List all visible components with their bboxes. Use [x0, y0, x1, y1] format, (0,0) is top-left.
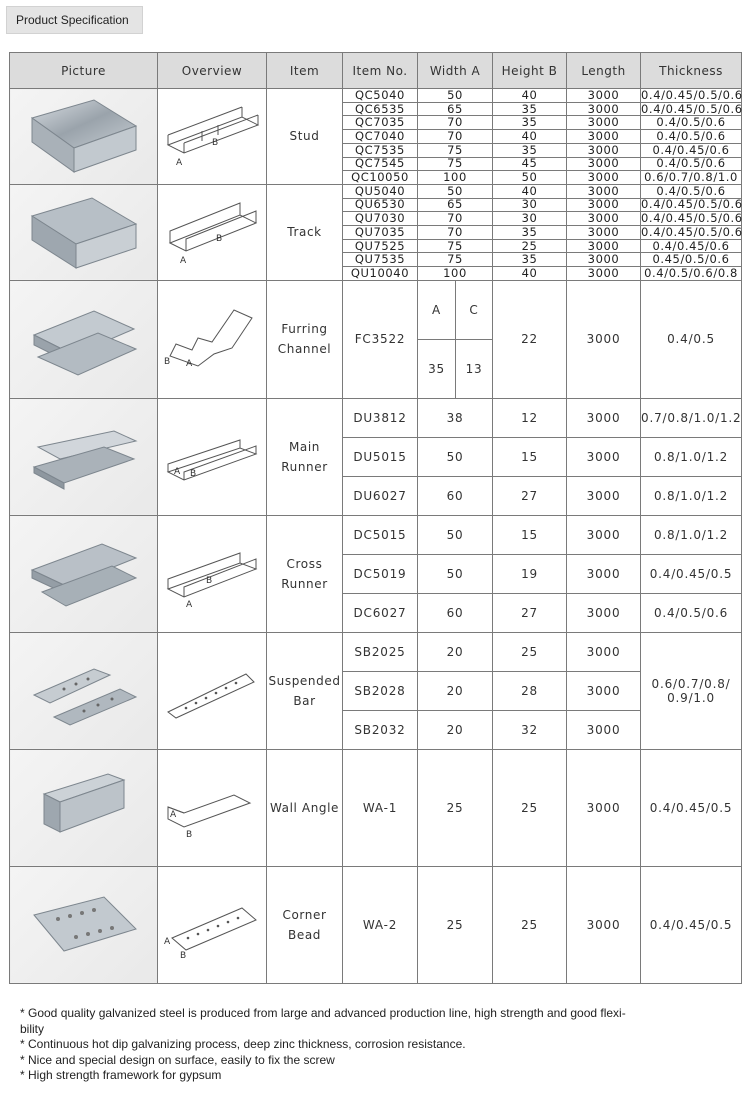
- table-row: [10, 749, 742, 866]
- width-a: 75: [418, 157, 493, 171]
- table-row: [10, 632, 742, 671]
- length: 3000: [567, 710, 641, 749]
- width-a: 60: [418, 476, 493, 515]
- thickness: 0.4/0.5/0.6: [641, 130, 742, 144]
- item-no: QC7040: [343, 130, 418, 144]
- width-c: 13: [456, 339, 493, 398]
- length: 3000: [567, 267, 641, 281]
- table-row: [10, 515, 742, 554]
- width-a: 75: [418, 239, 493, 253]
- length: 3000: [567, 89, 641, 103]
- width-a: 60: [418, 593, 493, 632]
- length: 3000: [567, 632, 641, 671]
- thickness: 0.4/0.5: [641, 280, 742, 398]
- thickness: 0.8/1.0/1.2: [641, 515, 742, 554]
- wall-angle-diagram: [158, 749, 267, 866]
- thickness: 0.6/0.7/0.8/ 0.9/1.0: [641, 632, 742, 749]
- diagram-label-b: B: [180, 950, 187, 960]
- thickness: 0.45/0.5/0.6: [641, 253, 742, 267]
- item-no: DU3812: [343, 398, 418, 437]
- length: 3000: [567, 515, 641, 554]
- height-b: 32: [493, 710, 567, 749]
- length: 3000: [567, 157, 641, 171]
- height-b: 19: [493, 554, 567, 593]
- height-b: 40: [493, 130, 567, 144]
- diagram-label-b: B: [216, 234, 223, 245]
- width-a: 75: [418, 253, 493, 267]
- length: 3000: [567, 437, 641, 476]
- table-row: [10, 398, 742, 437]
- thickness: 0.4/0.45/0.5/0.6: [641, 211, 743, 226]
- cross-runner-photo: [10, 515, 158, 632]
- thickness: 0.4/0.45/0.5/0.6: [641, 87, 743, 102]
- width-a: 50: [418, 515, 493, 554]
- header-item-no: Item No.: [343, 53, 418, 89]
- height-b: 25: [493, 866, 567, 983]
- height-b: 35: [493, 226, 567, 240]
- height-b: 35: [493, 116, 567, 130]
- thickness: 0.4/0.45/0.5/0.6: [641, 197, 743, 212]
- height-b: 40: [493, 267, 567, 281]
- item-no: WA-2: [343, 866, 418, 983]
- width-a: 35: [418, 339, 456, 398]
- width-a: 20: [418, 632, 493, 671]
- diagram-label-a: A: [170, 809, 177, 820]
- height-b: 25: [493, 749, 567, 866]
- height-b: 22: [493, 280, 567, 398]
- diagram-label-b: B: [212, 138, 219, 149]
- item-track: Track: [267, 184, 343, 280]
- item-no: QU10040: [343, 267, 418, 281]
- height-b: 12: [493, 398, 567, 437]
- suspended-bar-photo: [10, 632, 158, 749]
- height-b: 35: [493, 102, 567, 116]
- height-b: 27: [493, 476, 567, 515]
- height-b: 30: [493, 212, 567, 226]
- item-no: QU7525: [343, 239, 418, 253]
- length: 3000: [567, 184, 641, 198]
- item-main-runner: Main Runner: [267, 398, 343, 515]
- height-b: 35: [493, 143, 567, 157]
- length: 3000: [567, 253, 641, 267]
- length: 3000: [567, 102, 641, 116]
- item-no: QC7545: [343, 157, 418, 171]
- item-no: QC10050: [343, 171, 418, 185]
- height-b: 15: [493, 515, 567, 554]
- main-runner-diagram: [158, 398, 267, 515]
- height-b: 28: [493, 671, 567, 710]
- thickness: 0.8/1.0/1.2: [641, 476, 742, 515]
- length: 3000: [567, 671, 641, 710]
- item-no: QU5040: [343, 184, 418, 198]
- width-a: 100: [418, 171, 493, 185]
- diagram-label-a: A: [186, 359, 193, 370]
- length: 3000: [567, 143, 641, 157]
- height-b: 27: [493, 593, 567, 632]
- main-runner-photo: [10, 398, 158, 515]
- table-row: [10, 89, 742, 103]
- length: 3000: [567, 749, 641, 866]
- width-a: 70: [418, 226, 493, 240]
- width-a: 20: [418, 710, 493, 749]
- thickness: 0.4/0.45/0.6: [641, 143, 742, 157]
- item-no: SB2028: [343, 671, 418, 710]
- item-no: DU5015: [343, 437, 418, 476]
- item-no: SB2025: [343, 632, 418, 671]
- length: 3000: [567, 476, 641, 515]
- length: 3000: [567, 398, 641, 437]
- table-row: [10, 280, 742, 339]
- header-picture: Picture: [10, 53, 158, 89]
- item-wall-angle: Wall Angle: [267, 749, 343, 866]
- diagram-label-a: A: [180, 256, 187, 267]
- item-no: DC6027: [343, 593, 418, 632]
- width-a: 50: [418, 89, 493, 103]
- height-b: 25: [493, 239, 567, 253]
- header-height-b: Height B: [493, 53, 567, 89]
- diagram-label-b: B: [190, 468, 197, 479]
- thickness: 0.4/0.45/0.5: [641, 866, 742, 983]
- item-no: SB2032: [343, 710, 418, 749]
- length: 3000: [567, 226, 641, 240]
- note-line: * Good quality galvanized steel is produced from large and advanced production line, high strength and good flexi-: [20, 1006, 626, 1020]
- height-b: 45: [493, 157, 567, 171]
- length: 3000: [567, 280, 641, 398]
- stud-diagram: [158, 89, 267, 185]
- length: 3000: [567, 239, 641, 253]
- diagram-label-a: A: [174, 466, 181, 477]
- header-length: Length: [567, 53, 641, 89]
- thickness: 0.4/0.45/0.5/0.6: [641, 101, 743, 116]
- thickness: 0.4/0.45/0.6: [641, 239, 742, 253]
- item-no: QC5040: [343, 89, 418, 103]
- table-header-row: [10, 53, 742, 89]
- width-a: 70: [418, 130, 493, 144]
- thickness: 0.4/0.45/0.5/0.6: [641, 224, 743, 239]
- item-corner-bead: Corner Bead: [267, 866, 343, 983]
- width-a: 25: [418, 749, 493, 866]
- item-no: DU6027: [343, 476, 418, 515]
- table-row: [10, 184, 742, 198]
- width-a: 65: [418, 102, 493, 116]
- diagram-label-b: B: [206, 575, 213, 586]
- track-diagram: [158, 184, 267, 280]
- length: 3000: [567, 866, 641, 983]
- header-width-a: Width A: [418, 53, 493, 89]
- width-a: 70: [418, 212, 493, 226]
- section-tab[interactable]: Product Specification: [6, 6, 143, 34]
- height-b: 25: [493, 632, 567, 671]
- length: 3000: [567, 116, 641, 130]
- item-furring-channel: Furring Channel: [267, 280, 343, 398]
- note-line: * Continuous hot dip galvanizing process, deep zinc thickness, corrosion resistance.: [20, 1037, 466, 1052]
- width-a: 25: [418, 866, 493, 983]
- thickness: 0.4/0.45/0.5: [641, 749, 742, 866]
- width-c-label: C: [456, 280, 493, 339]
- thickness: 0.8/1.0/1.2: [641, 437, 742, 476]
- item-cross-runner: Cross Runner: [267, 515, 343, 632]
- height-b: 40: [493, 89, 567, 103]
- height-b: 15: [493, 437, 567, 476]
- item-no: QU6530: [343, 198, 418, 212]
- item-no: WA-1: [343, 749, 418, 866]
- item-no: QU7535: [343, 253, 418, 267]
- item-no: QU7030: [343, 212, 418, 226]
- diagram-label-b: B: [186, 829, 193, 840]
- height-b: 35: [493, 253, 567, 267]
- thickness: 0.4/0.5/0.6: [641, 184, 742, 198]
- thickness: 0.4/0.5/0.6: [641, 157, 742, 171]
- track-photo: [10, 184, 158, 280]
- width-a: 70: [418, 116, 493, 130]
- height-b: 50: [493, 171, 567, 185]
- length: 3000: [567, 593, 641, 632]
- width-a: 50: [418, 184, 493, 198]
- note-line: bility: [20, 1021, 45, 1036]
- header-overview: Overview: [158, 53, 267, 89]
- width-a: 75: [418, 143, 493, 157]
- specification-table: [9, 52, 742, 984]
- note-line: * Nice and special design on surface, easily to fix the screw: [20, 1052, 335, 1067]
- diagram-label-b: B: [164, 357, 171, 368]
- diagram-label-a: A: [164, 936, 171, 947]
- corner-bead-photo: [10, 866, 158, 983]
- header-thickness: Thickness: [641, 53, 742, 89]
- width-a: 38: [418, 398, 493, 437]
- width-a: 100: [418, 267, 493, 281]
- width-a: 20: [418, 671, 493, 710]
- wall-angle-photo: [10, 749, 158, 866]
- item-no: DC5019: [343, 554, 418, 593]
- feature-notes: [20, 1006, 732, 1084]
- corner-bead-diagram: [158, 866, 267, 983]
- item-stud: Stud: [267, 89, 343, 185]
- item-no: QC7535: [343, 143, 418, 157]
- length: 3000: [567, 171, 641, 185]
- width-a: 65: [418, 198, 493, 212]
- item-no: QC7035: [343, 116, 418, 130]
- length: 3000: [567, 130, 641, 144]
- stud-photo: [10, 89, 158, 185]
- width-a: 50: [418, 437, 493, 476]
- diagram-label-a: A: [176, 158, 183, 169]
- header-item: Item: [267, 53, 343, 89]
- furring-channel-diagram: [158, 280, 267, 398]
- item-no: QU7035: [343, 226, 418, 240]
- thickness: 0.4/0.45/0.5: [641, 554, 742, 593]
- furring-channel-photo: [10, 280, 158, 398]
- diagram-label-a: A: [186, 599, 193, 609]
- suspended-bar-diagram: [158, 632, 267, 749]
- thickness: 0.4/0.5/0.6/0.8: [641, 267, 742, 281]
- width-a-label: A: [418, 280, 456, 339]
- length: 3000: [567, 198, 641, 212]
- thickness: 0.7/0.8/1.0/1.2: [641, 398, 742, 437]
- cross-runner-diagram: [158, 515, 267, 632]
- length: 3000: [567, 212, 641, 226]
- width-a: 50: [418, 554, 493, 593]
- item-suspended-bar: Suspended Bar: [267, 632, 343, 749]
- item-no: DC5015: [343, 515, 418, 554]
- thickness: 0.4/0.5/0.6: [641, 593, 742, 632]
- table-row: [10, 866, 742, 983]
- item-no: QC6535: [343, 102, 418, 116]
- length: 3000: [567, 554, 641, 593]
- item-no: FC3522: [343, 280, 418, 398]
- thickness: 0.6/0.7/0.8/1.0: [641, 171, 742, 185]
- height-b: 40: [493, 184, 567, 198]
- height-b: 30: [493, 198, 567, 212]
- note-line: * High strength framework for gypsum: [20, 1068, 222, 1083]
- thickness: 0.4/0.5/0.6: [641, 116, 742, 130]
